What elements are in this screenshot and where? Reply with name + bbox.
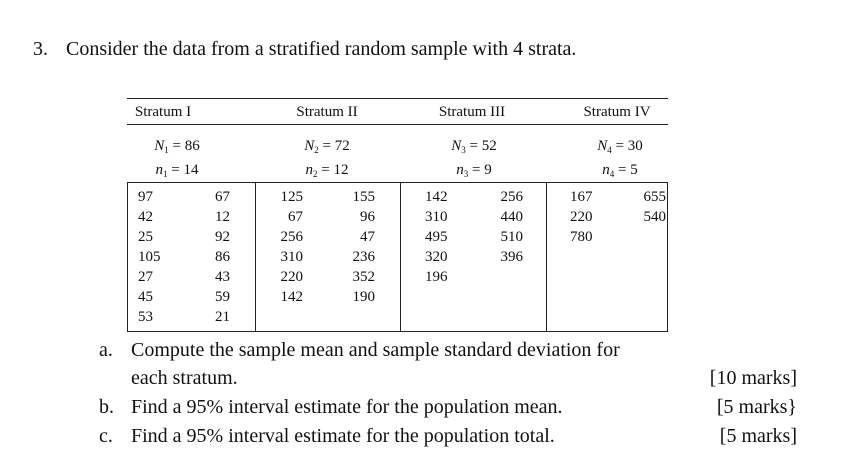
stratum-3-right-column xyxy=(483,187,523,267)
data-cell: 86 xyxy=(215,249,230,265)
part-b-letter: b. xyxy=(99,396,114,418)
stratum-4-N: $N_4 = 30$ xyxy=(597,138,643,155)
data-box xyxy=(127,182,668,332)
stratum-3-N: $N_3 = 52$ xyxy=(451,138,497,155)
data-cell: 97 xyxy=(138,189,153,205)
data-cell: 25 xyxy=(138,229,153,245)
stratum-2-n: $n_2 = 12$ xyxy=(305,162,349,179)
part-c-text: Find a 95% interval estimate for the population total. xyxy=(131,425,555,447)
question-text: Consider the data from a stratified random sample with 4 strata. xyxy=(66,38,577,60)
data-cell: 440 xyxy=(500,209,523,225)
data-cell: 27 xyxy=(138,269,153,285)
stratum-3-n: $n_3 = 9$ xyxy=(456,162,492,179)
part-c-letter: c. xyxy=(99,425,113,447)
data-cell: 53 xyxy=(138,309,153,325)
data-cell: 59 xyxy=(215,289,230,305)
stratum-1-right-column xyxy=(190,187,230,327)
part-b-text: Find a 95% interval estimate for the population mean. xyxy=(131,396,563,418)
data-cell: 236 xyxy=(352,249,375,265)
stratum-4-header: Stratum IV xyxy=(583,104,651,120)
data-cell: 220 xyxy=(570,209,593,225)
question-number: 3. xyxy=(33,38,48,60)
data-cell: 780 xyxy=(570,229,593,245)
data-cell: 190 xyxy=(352,289,375,305)
data-cell: 67 xyxy=(215,189,230,205)
data-cell: 92 xyxy=(215,229,230,245)
column-divider xyxy=(255,183,256,331)
table-header-rule xyxy=(127,124,668,125)
part-a-letter: a. xyxy=(99,339,113,361)
data-cell: 42 xyxy=(138,209,153,225)
data-cell: 67 xyxy=(288,209,303,225)
part-c-marks: [5 marks] xyxy=(719,425,797,447)
stratum-2-header: Stratum II xyxy=(296,104,358,120)
data-cell: 105 xyxy=(138,249,161,265)
data-cell: 155 xyxy=(352,189,375,205)
data-cell: 167 xyxy=(570,189,593,205)
stratum-2-sizes xyxy=(277,136,377,184)
data-cell: 396 xyxy=(500,249,523,265)
data-cell: 12 xyxy=(215,209,230,225)
data-cell: 256 xyxy=(280,229,303,245)
stratum-3-left-column xyxy=(425,187,465,287)
column-divider xyxy=(546,183,547,331)
data-cell: 21 xyxy=(215,309,230,325)
stratum-2-left-column xyxy=(263,187,303,307)
column-divider xyxy=(400,183,401,331)
stratum-2-right-column xyxy=(335,187,375,307)
data-cell: 47 xyxy=(360,229,375,245)
stratum-3-sizes xyxy=(424,136,524,184)
data-cell: 655 xyxy=(643,189,666,205)
data-cell: 310 xyxy=(425,209,448,225)
stratum-1-n: $n_1 = 14$ xyxy=(155,162,199,179)
data-cell: 142 xyxy=(425,189,448,205)
question-title xyxy=(33,38,576,61)
part-a-text-line2: each stratum. xyxy=(131,367,238,389)
table-top-rule xyxy=(127,98,668,99)
data-cell: 43 xyxy=(215,269,230,285)
stratum-1-sizes xyxy=(127,136,227,184)
data-cell: 96 xyxy=(360,209,375,225)
stratum-2-N: $N_2 = 72$ xyxy=(304,138,350,155)
data-cell: 142 xyxy=(280,289,303,305)
stratum-4-n: $n_4 = 5$ xyxy=(602,162,638,179)
data-cell: 320 xyxy=(425,249,448,265)
stratum-1-header: Stratum I xyxy=(134,104,192,120)
stratum-1-N: $N_1 = 86$ xyxy=(154,138,200,155)
data-cell: 495 xyxy=(425,229,448,245)
part-a-marks: [10 marks] xyxy=(709,367,797,389)
stratum-4-sizes xyxy=(570,136,670,184)
data-cell: 256 xyxy=(500,189,523,205)
data-cell: 310 xyxy=(280,249,303,265)
data-cell: 125 xyxy=(280,189,303,205)
stratum-4-right-column xyxy=(626,187,666,227)
stratum-3-header: Stratum III xyxy=(438,104,506,120)
part-a-text-line1: Compute the sample mean and sample standard deviation for xyxy=(131,339,620,361)
part-b-marks: [5 marks} xyxy=(716,396,797,418)
data-cell: 45 xyxy=(138,289,153,305)
data-cell: 352 xyxy=(352,269,375,285)
stratum-4-left-column xyxy=(570,187,610,247)
data-cell: 220 xyxy=(280,269,303,285)
stratum-1-left-column xyxy=(138,187,178,327)
data-cell: 510 xyxy=(500,229,523,245)
data-cell: 196 xyxy=(425,269,448,285)
data-cell: 540 xyxy=(643,209,666,225)
